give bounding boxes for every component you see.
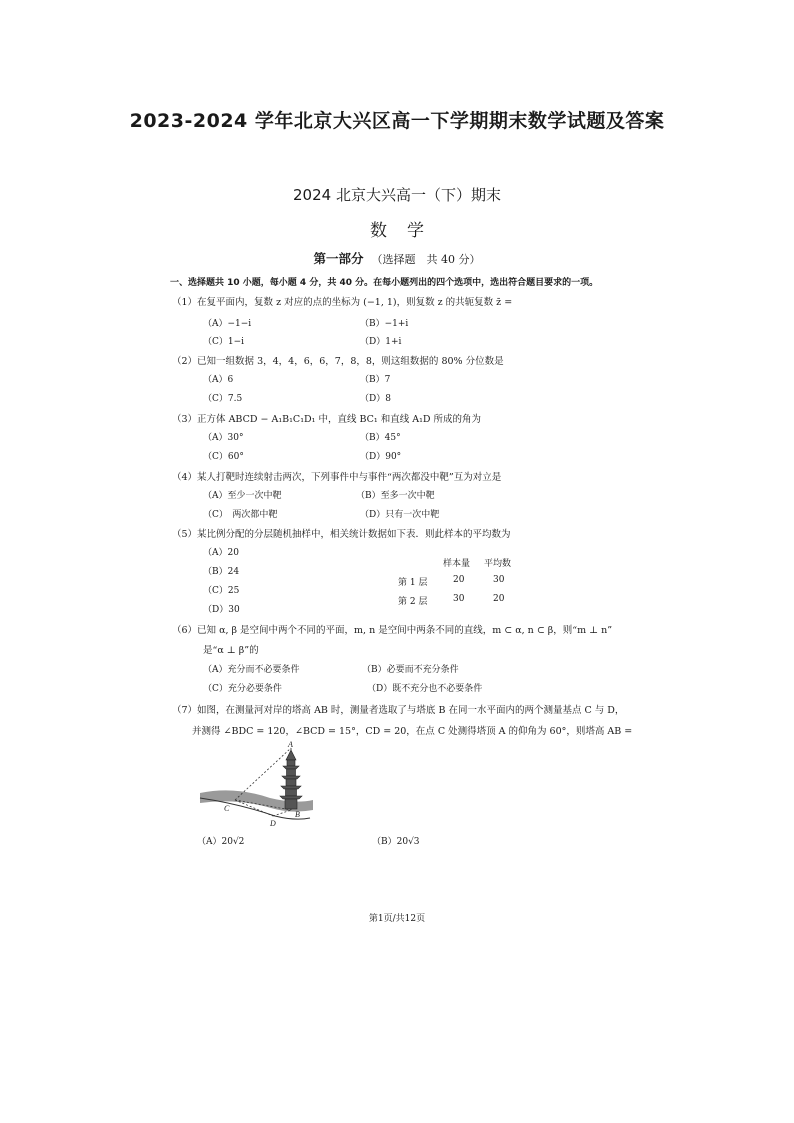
part-note: （选择题 共 40 分） — [371, 253, 481, 266]
q4-option-c: （C） 两次都中靶 — [203, 510, 278, 520]
question-5-stem: （5）某比例分配的分层随机抽样中，相关统计数据如下表．则此样本的平均数为 — [172, 529, 511, 540]
label-b: B — [295, 810, 300, 819]
q6-option-c: （C）充分必要条件 — [203, 684, 282, 694]
table-cell: 30 — [453, 594, 465, 604]
q1-option-d: （D）1+i — [360, 337, 402, 347]
q3-option-b: （B）45° — [360, 433, 401, 443]
q2-option-b: （B）7 — [360, 375, 391, 385]
question-7-stem-line2: 并测得 ∠BDC = 120，∠BCD = 15°，CD = 20，在点 C 处测得塔顶 A 的仰角为 60°，则塔高 AB = — [192, 726, 633, 737]
question-4-stem: （4）某人打靶时连续射击两次，下列事件中与事件“两次都没中靶”互为对立是 — [172, 472, 502, 483]
q1-option-c: （C）1−i — [203, 337, 245, 347]
q5-option-a: （A）20 — [203, 548, 239, 558]
part-title: 第一部分 — [313, 251, 364, 266]
question-2-stem: （2）已知一组数据 3，4，4，6，6，7，8，8，则这组数据的 80% 分位数是 — [172, 356, 504, 367]
tower-figure — [195, 738, 320, 830]
q3-option-a: （A）30° — [203, 433, 244, 443]
q5-option-d: （D）30 — [203, 605, 240, 615]
question-3-stem: （3）正方体 ABCD − A₁B₁C₁D₁ 中，直线 BC₁ 和直线 A₁D 所成的角为 — [172, 414, 482, 425]
question-6-stem: （6）已知 α, β 是空间中两个不同的平面，m, n 是空间中两条不同的直线，m ⊂ α, n ⊂ β，则“m ⊥ n” — [172, 625, 613, 636]
q3-option-c: （C）60° — [203, 452, 244, 462]
q6-option-b: （B）必要而不充分条件 — [362, 665, 459, 675]
pagoda-icon — [280, 750, 302, 809]
q2-option-a: （A）6 — [203, 375, 234, 385]
document-title: 2023-2024 学年北京大兴区高一下学期期末数学试题及答案 — [129, 110, 665, 132]
table-header-sample-size: 样本量 — [443, 559, 471, 569]
question-1-stem: （1）在复平面内，复数 z 对应的点的坐标为 (−1, 1)，则复数 z 的共轭复数 z̄ = — [172, 297, 513, 308]
q1-option-a: （A）−1−i — [203, 319, 252, 329]
q7-option-a: （A）20√2 — [197, 837, 245, 847]
q1-option-b: （B）−1+i — [360, 319, 409, 329]
section-heading: 一、选择题共 10 小题，每小题 4 分，共 40 分。在每小题列出的四个选项中，选出符合题目要求的一项。 — [170, 278, 599, 288]
q4-option-b: （B）至多一次中靶 — [356, 491, 435, 501]
table-row-label: 第 1 层 — [398, 578, 428, 588]
q4-option-d: （D）只有一次中靶 — [360, 510, 440, 520]
question-7-stem: （7）如图，在测量河对岸的塔高 AB 时，测量者选取了与塔底 B 在同一水平面内的两个测量基点 C 与 D， — [172, 705, 625, 716]
table-cell: 30 — [493, 575, 505, 585]
label-d: D — [270, 819, 276, 828]
q5-option-c: （C）25 — [203, 586, 240, 596]
label-a: A — [288, 740, 293, 749]
table-cell: 20 — [453, 575, 465, 585]
q2-option-d: （D）8 — [360, 394, 391, 404]
table-header-mean: 平均数 — [484, 559, 512, 569]
q4-option-a: （A）至少一次中靶 — [203, 491, 282, 501]
page-footer: 第1页/共12页 — [368, 914, 426, 924]
q2-option-c: （C）7.5 — [203, 394, 243, 404]
table-cell: 20 — [493, 594, 505, 604]
q5-option-b: （B）24 — [203, 567, 240, 577]
q7-option-b: （B）20√3 — [372, 837, 420, 847]
q3-option-d: （D）90° — [360, 452, 402, 462]
base-line-db — [273, 810, 291, 816]
exam-title: 2024 北京大兴高一（下）期末 — [293, 186, 501, 204]
label-c: C — [224, 804, 230, 813]
subject-title: 数学 — [370, 221, 444, 241]
table-row-label: 第 2 层 — [398, 597, 428, 607]
q6-option-d: （D）既不充分也不必要条件 — [367, 684, 483, 694]
part-header — [0, 249, 794, 267]
question-6-stem-line2: 是“α ⊥ β”的 — [203, 645, 259, 656]
q6-option-a: （A）充分而不必要条件 — [203, 665, 300, 675]
